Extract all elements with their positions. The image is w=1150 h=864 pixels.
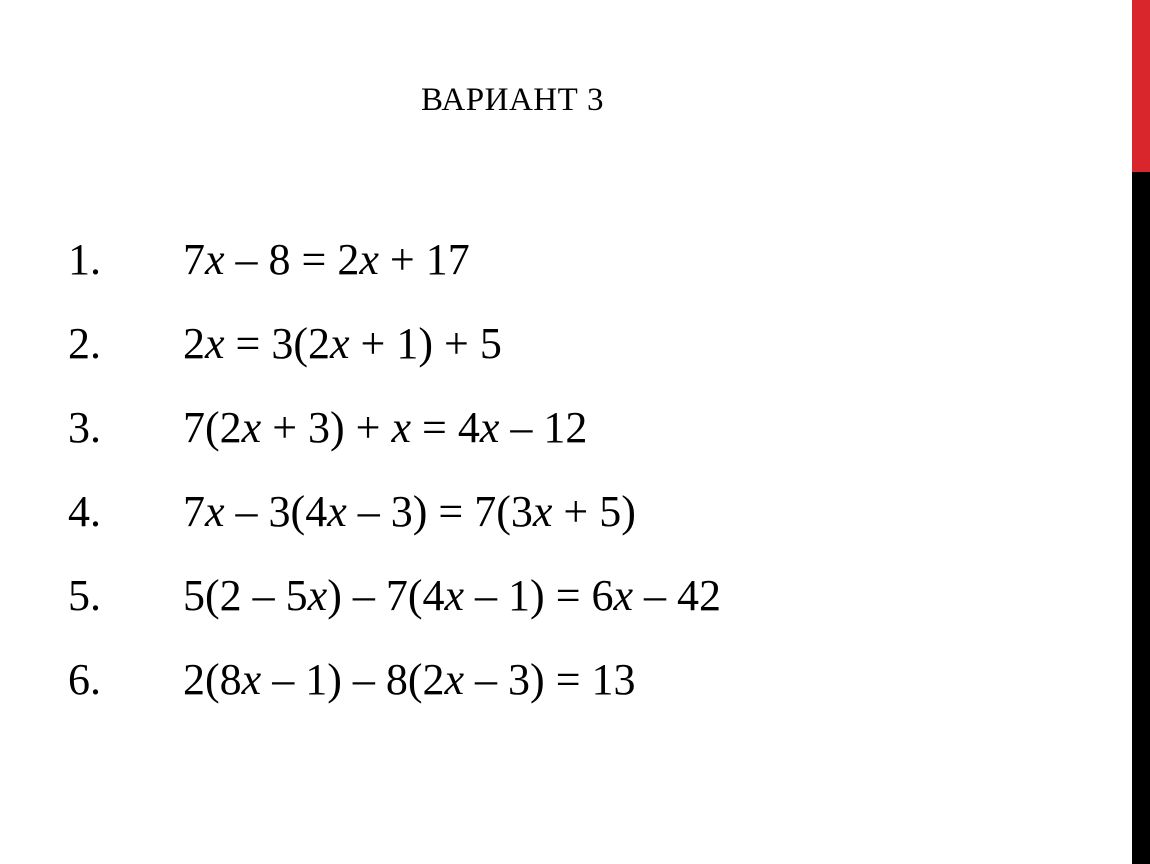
problem-number: 1. — [68, 235, 101, 284]
equation: 7x – 8 = 2x + 17 — [183, 235, 470, 284]
equation: 2(8x – 1) – 8(2x – 3) = 13 — [183, 655, 636, 704]
side-accent-bar-red — [1132, 0, 1150, 172]
problem-number: 6. — [68, 655, 101, 704]
equation: 7x – 3(4x – 3) = 7(3x + 5) — [183, 487, 636, 536]
side-accent-bar-black — [1132, 172, 1150, 864]
side-accent-bar — [1132, 0, 1150, 864]
equation: 7(2x + 3) + x = 4x – 12 — [183, 403, 588, 452]
problem-number: 4. — [68, 487, 101, 536]
equation: 5(2 – 5x) – 7(4x – 1) = 6x – 42 — [183, 571, 722, 620]
problem-number: 3. — [68, 403, 101, 452]
slide-title: ВАРИАНТ 3 — [421, 82, 605, 118]
problem-number: 2. — [68, 319, 101, 368]
equation: 2x = 3(2x + 1) + 5 — [183, 319, 502, 368]
problem-number: 5. — [68, 571, 101, 620]
